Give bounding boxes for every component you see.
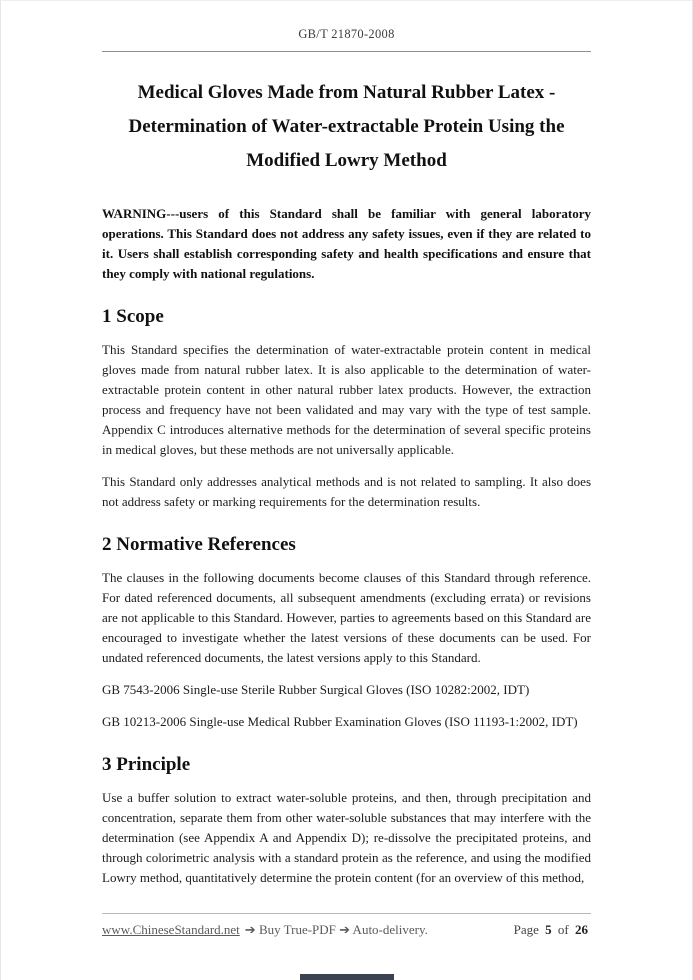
- scope-paragraph-2: This Standard only addresses analytical methods and is not related to sampling. It also does not address safety or marking requirements for the determination results.: [102, 474, 591, 509]
- chinesestandard-link[interactable]: www.ChineseStandard.net: [102, 922, 240, 937]
- reference-gb-7543: GB 7543-2006 Single-use Sterile Rubber Surgical Gloves (ISO 10282:2002, IDT): [102, 682, 530, 697]
- reference-gb-10213: GB 10213-2006 Single-use Medical Rubber Examination Gloves (ISO 11193-1:2002, IDT): [102, 714, 578, 729]
- page-label: Page: [513, 922, 539, 937]
- section-heading-principle: 3 Principle: [102, 754, 191, 775]
- page-content: [102, 1, 591, 888]
- header-divider: [102, 51, 591, 52]
- normative-references-paragraph: The clauses in the following documents become clauses of this Standard through reference. For dated referenced documents, all subsequent amendments (excluding errata) or revisions are not applicable to this Standard. However, parties to agreements based on this Standard are encouraged to investigate whether the latest versions of these documents can be used. For undated referenced documents, the latest versions apply to this Standard.: [102, 570, 591, 665]
- principle-paragraph: Use a buffer solution to extract water-soluble proteins, and then, through precipitation and concentration, separate them from other water-soluble substances that may interfere with the determination (see Appendix A and Appendix D); re-dissolve the precipitated proteins, and through colorimetric analysis with a standard protein as the reference, and using the modified Lowry method, quantitatively determine the protein content (for an overview of this method,: [102, 790, 591, 885]
- title-line-2: Determination of Water-extractable Protein Using the: [128, 116, 565, 137]
- footer-left: [102, 922, 428, 938]
- footer-row: [102, 922, 591, 938]
- section-heading-normative-references: 2 Normative References: [102, 534, 296, 555]
- page-total: 26: [575, 922, 588, 937]
- page-number: 5: [545, 922, 552, 937]
- footer-tagline: ➔ Buy True-PDF ➔ Auto-delivery.: [244, 922, 428, 937]
- header-doc-number: GB/T 21870-2008: [298, 27, 395, 41]
- warning-paragraph: WARNING---users of this Standard shall be familiar with general laboratory operations. This Standard does not address any safety issues, even if they are related to it. Users shall establish corresponding safety and health specifications and ensure that they comply with national regulations.: [102, 206, 591, 281]
- title-line-3: Modified Lowry Method: [246, 150, 447, 171]
- page-indicator: [514, 922, 591, 938]
- footer-divider: [102, 913, 591, 914]
- scope-paragraph-1: This Standard specifies the determination of water-extractable protein content in medical gloves made from natural rubber latex. It is also applicable to the determination of water-extractable protein content in other natural rubber latex products. However, the extraction process and frequency have not been validated and may vary with the type of test sample. Appendix C introduces alternative methods for the determination of several specific proteins in medical gloves, but these methods are not universally applicable.: [102, 342, 591, 457]
- page-footer: [102, 913, 591, 938]
- bottom-edge-bar: [300, 974, 394, 980]
- page-of-label: of: [557, 922, 569, 937]
- document-title: [102, 76, 591, 178]
- title-line-1: Medical Gloves Made from Natural Rubber Latex -: [137, 82, 556, 103]
- section-heading-scope: 1 Scope: [102, 306, 164, 327]
